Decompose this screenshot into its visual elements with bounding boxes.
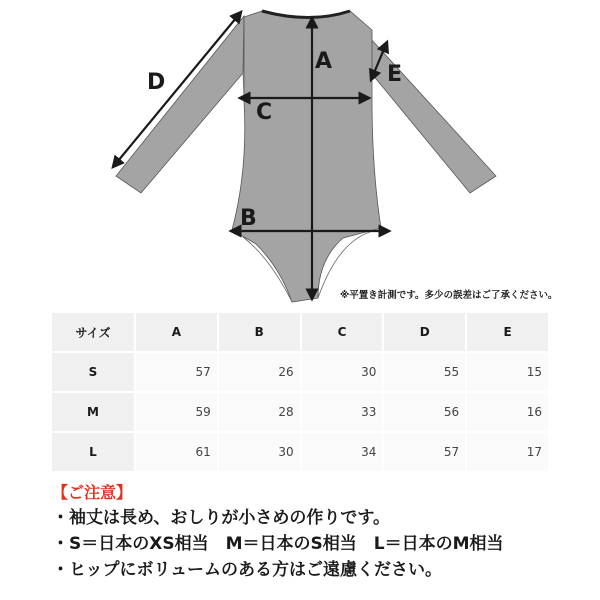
caution-line: ・S＝日本のXS相当 M＝日本のS相当 L＝日本のM相当 bbox=[52, 534, 504, 554]
size-table bbox=[50, 311, 550, 473]
header-size: サイズ bbox=[52, 313, 134, 351]
table-cell: 55 bbox=[384, 353, 465, 391]
table-cell: 16 bbox=[467, 393, 548, 431]
measurement-note: ※平置き計測です。多少の誤差はご了承ください。 bbox=[340, 290, 558, 301]
header-c: C bbox=[302, 313, 383, 351]
caution-section bbox=[52, 481, 572, 583]
header-d: D bbox=[384, 313, 465, 351]
label-c: C bbox=[256, 100, 273, 125]
label-e: E bbox=[387, 62, 403, 87]
label-a: A bbox=[315, 49, 333, 74]
table-row bbox=[52, 433, 548, 471]
header-a: A bbox=[136, 313, 217, 351]
table-cell: 15 bbox=[467, 353, 548, 391]
table-row bbox=[52, 393, 548, 431]
bodysuit-body bbox=[232, 11, 381, 302]
table-cell: 33 bbox=[302, 393, 383, 431]
label-d: D bbox=[147, 70, 166, 95]
table-cell: 30 bbox=[302, 353, 383, 391]
header-b: B bbox=[219, 313, 300, 351]
caution-title: 【ご注意】 bbox=[52, 483, 133, 502]
table-cell: 17 bbox=[467, 433, 548, 471]
table-cell: 34 bbox=[302, 433, 383, 471]
label-b: B bbox=[240, 206, 257, 231]
table-cell: 30 bbox=[219, 433, 300, 471]
left-sleeve bbox=[116, 16, 244, 193]
table-cell: 61 bbox=[136, 433, 217, 471]
table-cell: 56 bbox=[384, 393, 465, 431]
table-cell: 57 bbox=[136, 353, 217, 391]
header-e: E bbox=[467, 313, 548, 351]
table-row bbox=[52, 353, 548, 391]
table-cell: 57 bbox=[384, 433, 465, 471]
caution-line: ・ヒップにボリュームのある方はご遠慮ください。 bbox=[52, 560, 442, 580]
row-size-label: M bbox=[52, 393, 134, 431]
table-header-row bbox=[52, 313, 548, 351]
table-cell: 59 bbox=[136, 393, 217, 431]
caution-line: ・袖丈は長め、おしりが小さめの作りです。 bbox=[52, 508, 390, 528]
row-size-label: L bbox=[52, 433, 134, 471]
row-size-label: S bbox=[52, 353, 134, 391]
table-cell: 28 bbox=[219, 393, 300, 431]
table-cell: 26 bbox=[219, 353, 300, 391]
